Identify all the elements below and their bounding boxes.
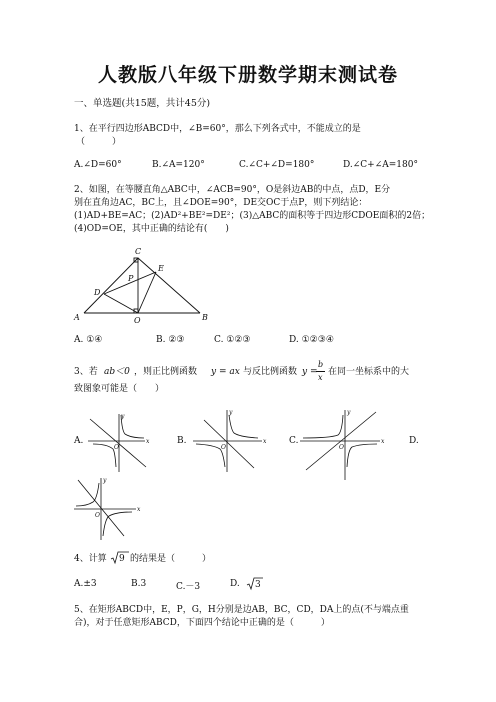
graph-c-y-label: y xyxy=(347,409,351,416)
section-heading: 一、单选题(共15题，共计45分) xyxy=(74,98,211,109)
fig-label-p: P xyxy=(128,274,134,283)
graph-a-x-label: x xyxy=(146,438,150,445)
graph-d-x-label: x xyxy=(137,506,141,513)
graph-c-origin: O xyxy=(339,444,344,451)
q4-radicand: 9 xyxy=(119,554,125,564)
q2-option-a: A. ①④ xyxy=(74,335,103,345)
q4-option-a: A.±3 xyxy=(74,579,97,589)
q1-option-b: B.∠A=120° xyxy=(152,160,205,170)
q3-inverse-numerator: b xyxy=(318,360,324,369)
fig-label-a: A xyxy=(74,313,80,322)
q1-option-d: D.∠C+∠A=180° xyxy=(343,160,418,170)
q2-option-b: B. ②③ xyxy=(156,335,185,345)
q3-inverse-denominator: x xyxy=(318,373,323,382)
q3-option-c: C. xyxy=(289,436,299,446)
q3-option-a: A. xyxy=(74,436,84,446)
fig-label-c: C xyxy=(135,247,142,256)
graph-b-x-label: x xyxy=(263,438,267,445)
q4-option-d: D. xyxy=(230,579,240,589)
q2-line4: (4)OD=OE，其中正确的结论有( ) xyxy=(74,224,229,234)
q1-option-a: A.∠D=60° xyxy=(74,160,122,170)
q4-option-b: B.3 xyxy=(131,579,147,589)
q3-option-b: B. xyxy=(177,436,187,446)
q2-option-d: D. ①②③④ xyxy=(289,335,334,345)
fig-label-e: E xyxy=(158,264,164,273)
q3-line1-c: 与反比例函数 xyxy=(243,367,298,377)
q1-stem: 1、在平行四边形ABCD中，∠B=60°，那么下列各式中，不能成立的是 xyxy=(74,124,361,134)
q3-linear-function: y = ax xyxy=(211,367,240,377)
q4-stem-b: 的结果是（ ） xyxy=(130,554,212,564)
q3-line2: 致图象可能是（ ） xyxy=(74,384,165,394)
q5-line2: 合)，对于任意矩形ABCD，下面四个结论中正确的是（ ） xyxy=(74,618,330,628)
q2-option-c: C. ①②③ xyxy=(214,335,251,345)
graph-a-origin: O xyxy=(114,444,119,451)
q3-condition: ab＜0 xyxy=(104,367,130,377)
q4-option-c: C.－3 xyxy=(176,582,201,592)
graph-c-x-label: x xyxy=(381,438,385,445)
q1-option-c: C.∠C+∠D=180° xyxy=(239,160,315,170)
q3-option-d: D. xyxy=(409,436,419,446)
graph-d-origin: O xyxy=(95,512,100,519)
q3-line1-b: ，则正比例函数 xyxy=(134,367,198,377)
fig-label-d: D xyxy=(94,288,101,297)
graph-d-y-label: y xyxy=(103,477,107,484)
q4-option-d-sqrt xyxy=(246,577,264,591)
q4-stem-a: 4、计算 xyxy=(74,554,107,564)
fig-label-o: O xyxy=(134,316,141,325)
page-title: 人教版八年级下册数学期末测试卷 xyxy=(97,64,398,86)
q3-line1-a: 3、若 xyxy=(74,367,98,377)
q3-inverse-y: y = xyxy=(302,367,318,377)
q2-line2: 别在直角边AC，BC上，且∠DOE=90°，DE交OC于点P，则下列结论： xyxy=(74,198,368,208)
q1-blank: （ ） xyxy=(76,137,122,147)
graph-a-y-label: y xyxy=(121,413,125,420)
fig-label-b: B xyxy=(202,313,208,322)
graph-b-y-label: y xyxy=(229,409,233,416)
q2-line3: (1)AD+BE=AC；(2)AD²+BE²=DE²；(3)△ABC的面积等于四边形CDOE面积的2倍； xyxy=(74,211,431,221)
q2-line1: 2、如图，在等腰直角△ABC中，∠ACB=90°，O是斜边AB的中点，点D，E分 xyxy=(74,185,391,195)
q5-line1: 5、在矩形ABCD中，E，P，G，H分别是边AB，BC，CD，DA上的点(不与端点重 xyxy=(74,605,409,615)
q4-option-d-radicand: 3 xyxy=(255,580,261,590)
graph-b-origin: O xyxy=(221,444,226,451)
q3-line1-d: 在同一坐标系中的大 xyxy=(328,367,410,377)
q4-sqrt-9 xyxy=(110,551,130,565)
